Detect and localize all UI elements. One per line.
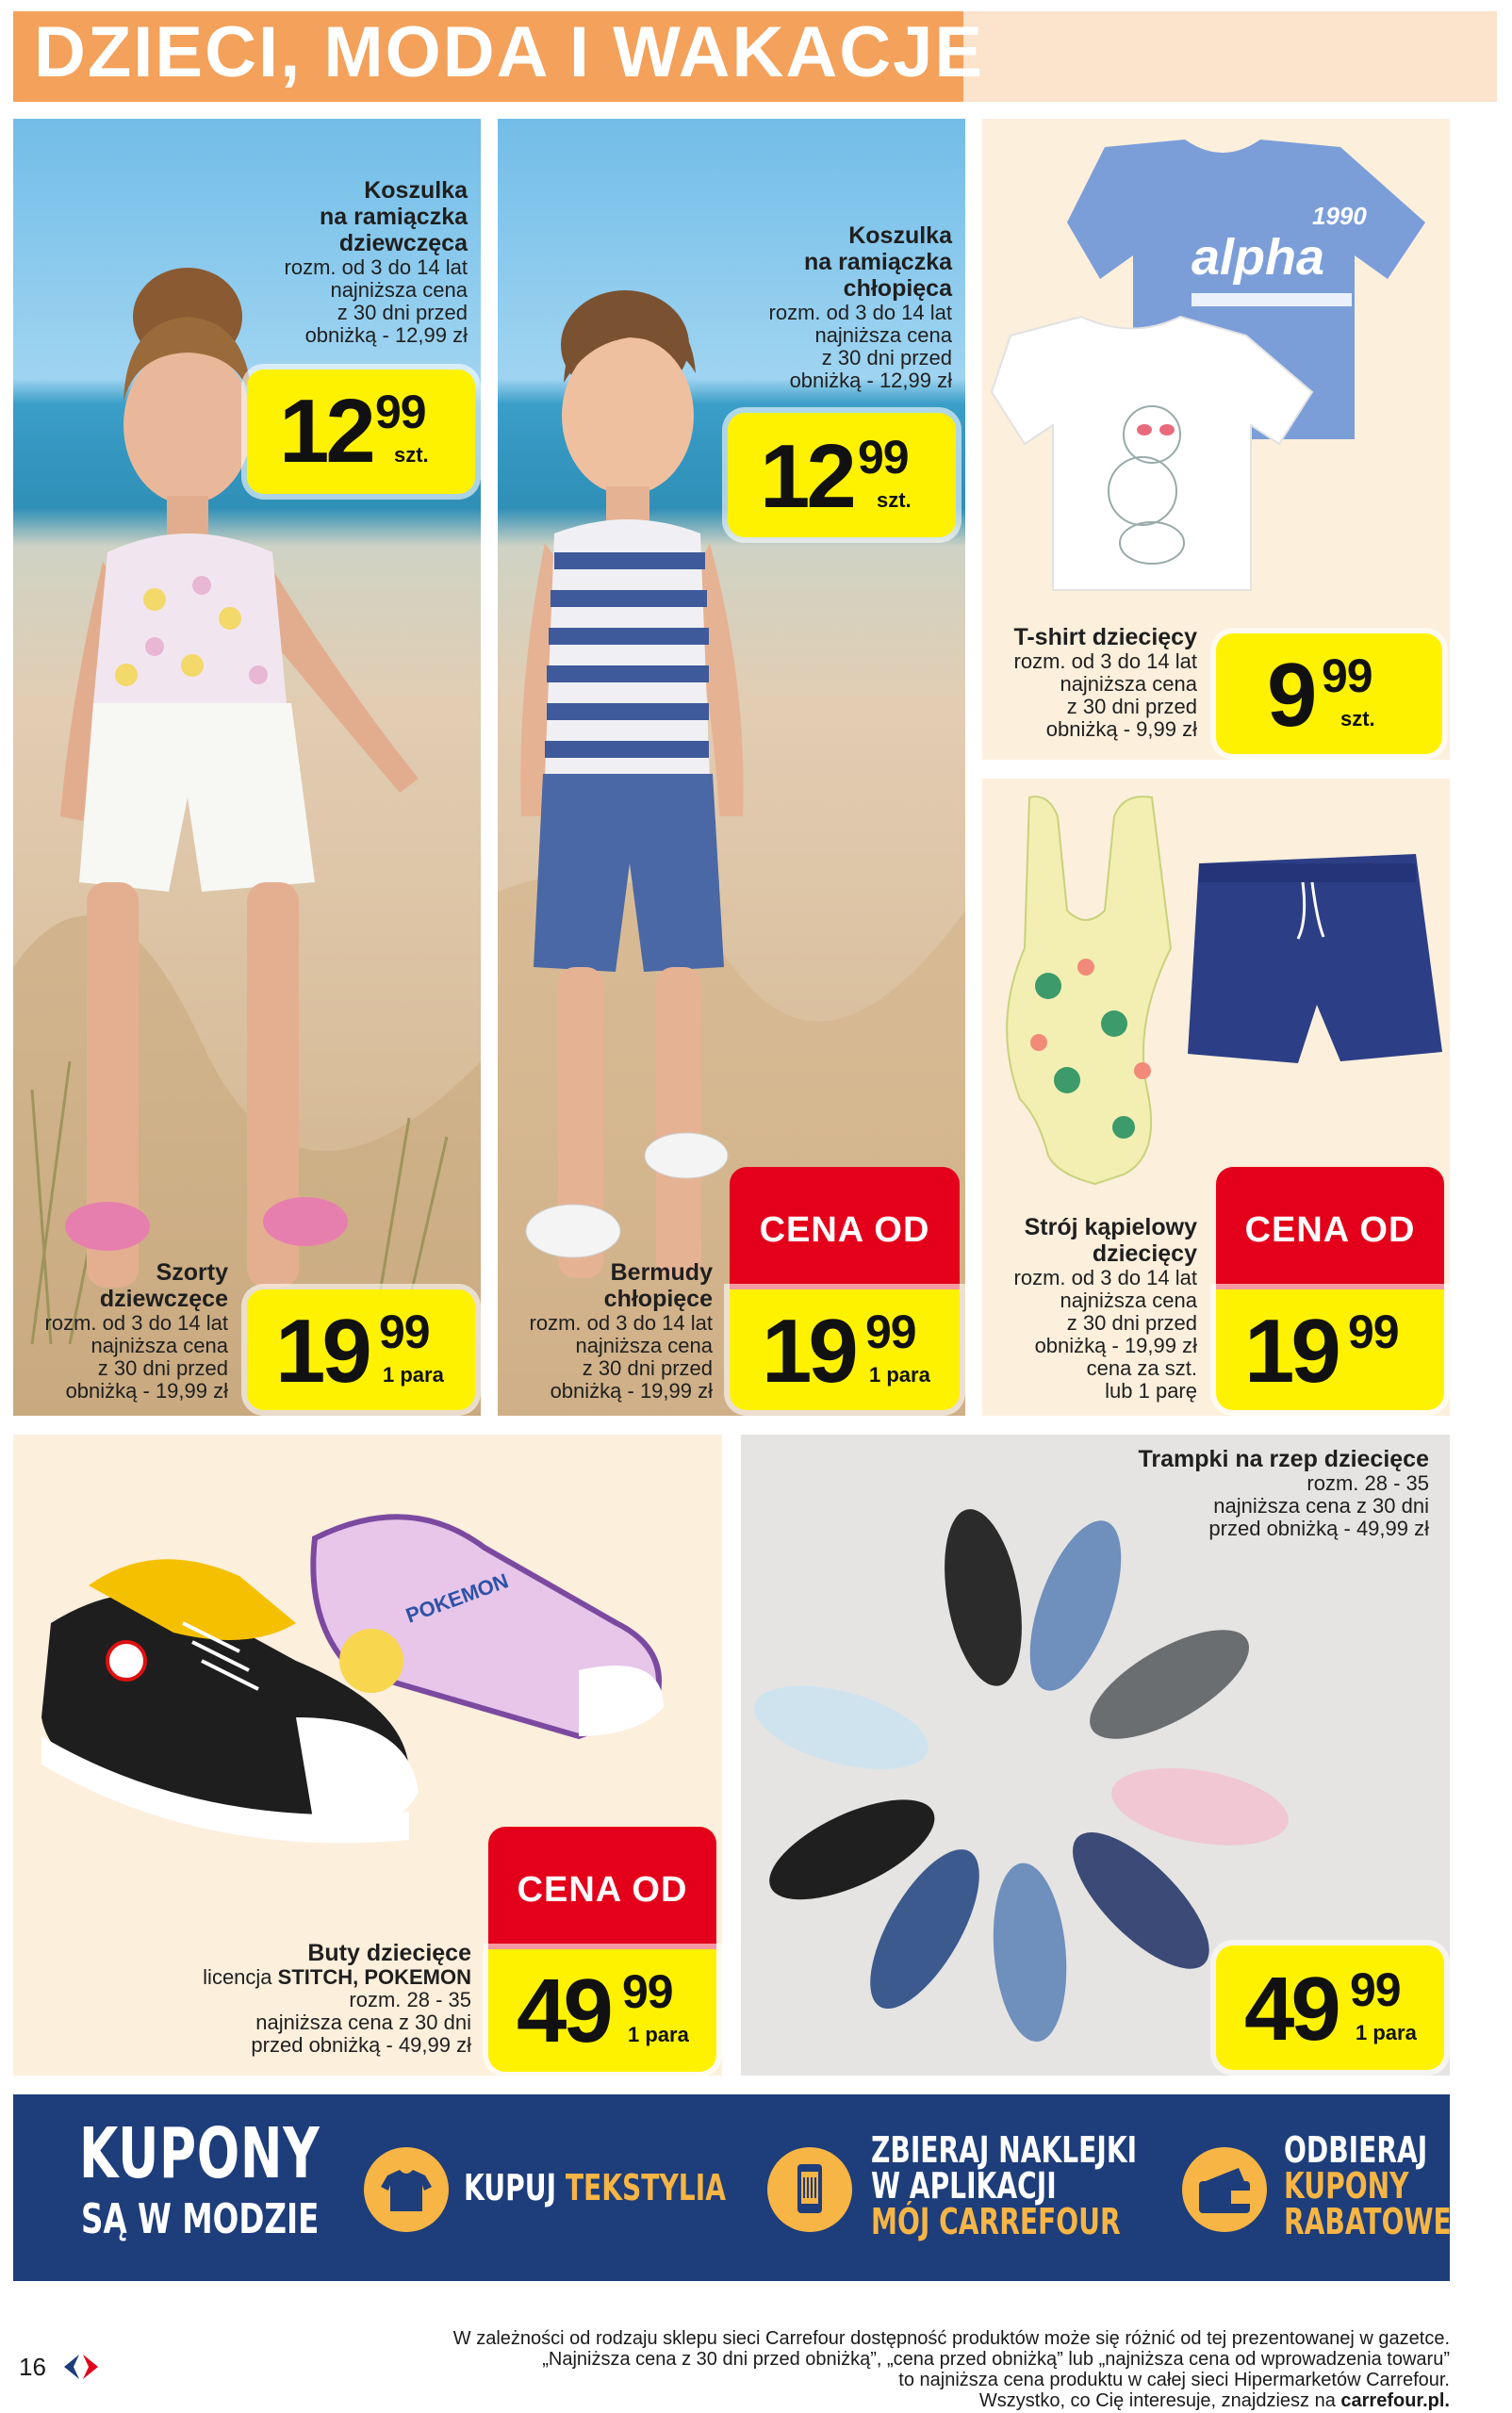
product-desc: obniżką - 9,99 zł [1045, 717, 1197, 741]
badge-kids-shoes [488, 1827, 716, 1949]
product-desc: z 30 dni przed [821, 346, 952, 369]
price-unit: 1 para [628, 2023, 689, 2046]
price-unit: 1 para [383, 1363, 444, 1387]
product-desc: obniżką - 12,99 zł [304, 323, 468, 347]
product-title: Koszulka [848, 222, 952, 249]
step2-line: ZBIERAJ NAKLEJKI [871, 2129, 1138, 2171]
velcro-sneakers-text [1065, 1446, 1429, 1540]
product-title: chłopięca [843, 275, 952, 302]
product-desc: rozm. od 3 do 14 lat [1013, 649, 1197, 673]
disclaimer-line [453, 2390, 1450, 2411]
carrefour-logo-icon [60, 2351, 102, 2388]
product-title: T-shirt dziecięcy [1013, 624, 1197, 650]
product-desc: najniższa cena z 30 dni [255, 2011, 471, 2034]
product-desc: najniższa cena [1060, 1289, 1197, 1312]
step3-yellow: KUPONY [1284, 2165, 1409, 2207]
product-desc: z 30 dni przed [1066, 695, 1197, 718]
product-desc: rozm. od 3 do 14 lat [529, 1311, 713, 1335]
product-title: Strój kąpielowy [1024, 1214, 1197, 1240]
price-dec: 99 [1322, 649, 1372, 702]
step-collect-coupons [1284, 2129, 1510, 2242]
product-title: dziewczęce [99, 1286, 228, 1312]
price-tag-girl-shorts [247, 1289, 475, 1410]
step-collect-stickers [871, 2129, 1230, 2242]
tshirt-text [988, 624, 1197, 741]
product-title: dziecięcy [1092, 1240, 1197, 1267]
band-headline: KUPONY [79, 2113, 320, 2194]
page-title: DZIECI, MODA I WAKACJE [34, 12, 985, 92]
product-title: chłopięce [603, 1286, 713, 1312]
product-desc: z 30 dni przed [582, 1356, 713, 1380]
price-int: 19 [1244, 1301, 1338, 1402]
kids-shoes-text [170, 1940, 471, 2057]
product-title: Bermudy [610, 1259, 713, 1286]
step1-yellow: TEKSTYLIA [565, 2167, 726, 2208]
price-tag-tshirt [1216, 633, 1442, 754]
price-tag-girl-top [247, 369, 475, 494]
swimwear-text [988, 1214, 1197, 1403]
product-desc: najniższa cena [575, 1334, 713, 1357]
girl-shorts-text [19, 1259, 228, 1403]
product-title: Trampki na rzep dziecięce [1138, 1446, 1429, 1472]
band-subheadline: SĄ W MODZIE [81, 2195, 320, 2243]
header-band-tail [963, 11, 1497, 102]
product-title: na ramiączka [319, 204, 468, 230]
price-tag-kids-shoes [488, 1949, 716, 2072]
product-title: Koszulka [364, 177, 468, 204]
footer-disclaimer [453, 2328, 1450, 2411]
disclaimer-line: „Najniższa cena z 30 dni przed obniżką”, „cena przed obniżką” lub „najniższa cena od wprowadzenia towaru” [542, 2349, 1450, 2370]
product-desc: z 30 dni przed [337, 301, 468, 324]
step1-white: KUPUJ [464, 2167, 566, 2208]
step3-white: ODBIERAJ [1284, 2129, 1428, 2171]
price-tag-velcro-sneakers [1216, 1945, 1444, 2070]
product-desc: rozm. 28 - 35 [349, 1988, 471, 2011]
boy-top-text [745, 222, 952, 392]
product-desc: z 30 dni przed [1066, 1311, 1197, 1335]
product-desc: obniżką - 12,99 zł [789, 369, 952, 392]
product-title: dziewczęca [338, 230, 468, 256]
product-desc: najniższa cena [1060, 672, 1197, 696]
cena-od-label: CENA OD [759, 1210, 930, 1250]
price-int: 19 [275, 1301, 369, 1402]
product-desc: rozm. 28 - 35 [1307, 1471, 1429, 1495]
price-int: 49 [517, 1961, 610, 2061]
product-desc: rozm. od 3 do 14 lat [1013, 1266, 1197, 1289]
price-tag-boy-top [728, 413, 956, 537]
product-desc: rozm. od 3 do 14 lat [284, 255, 468, 279]
product-desc: obniżką - 19,99 zł [1034, 1334, 1197, 1357]
disclaimer-line: W zależności od rodzaju sklepu sieci Carrefour dostępność produktów może się różnić od tej prezentowanej w gazetce. [452, 2328, 1450, 2349]
price-dec: 99 [865, 1305, 916, 1358]
license-prefix: licencja [203, 1965, 278, 1989]
price-tag-swimwear [1216, 1289, 1444, 1410]
price-dec: 99 [1348, 1305, 1399, 1358]
price-int: 9 [1267, 645, 1314, 746]
product-desc: z 30 dni przed [97, 1356, 228, 1380]
price-dec: 99 [379, 1305, 430, 1358]
step2-yellow: MÓJ CARREFOUR [871, 2201, 1121, 2242]
price-unit: szt. [1340, 707, 1375, 730]
page-number: 16 [19, 2353, 46, 2381]
badge-swimwear [1216, 1167, 1444, 1289]
price-dec: 99 [375, 386, 426, 438]
tshirt-print-year: 1990 [1312, 202, 1367, 230]
cena-od-label: CENA OD [1244, 1210, 1416, 1250]
price-int: 12 [760, 426, 853, 527]
coupon-band [13, 2094, 1450, 2281]
product-desc: lub 1 parę [1105, 1379, 1197, 1403]
license-brands: STITCH, POKEMON [277, 1965, 471, 1989]
price-unit: szt. [877, 488, 912, 512]
product-license [170, 1966, 471, 1989]
girl-top-text [264, 177, 468, 347]
product-desc: najniższa cena [814, 323, 952, 347]
site-prefix: Wszystko, co Cię interesuje, znajdziesz na [978, 2390, 1341, 2411]
product-desc: obniżką - 19,99 zł [65, 1379, 228, 1403]
price-int: 19 [762, 1301, 855, 1402]
step2-line: W APLIKACJI [871, 2165, 1057, 2207]
price-int: 49 [1244, 1959, 1338, 2060]
step-buy-textiles [464, 2167, 726, 2208]
price-unit: szt. [394, 443, 429, 467]
product-desc: rozm. od 3 do 14 lat [44, 1311, 228, 1335]
sneaker-ring [746, 1503, 1294, 2044]
product-desc: przed obniżką - 49,99 zł [1208, 1517, 1429, 1540]
step3-yellow: RABATOWE [1284, 2201, 1452, 2242]
price-int: 12 [279, 381, 372, 482]
tshirt-icon [364, 2147, 449, 2232]
wallet-icon [1182, 2147, 1267, 2232]
badge-boy-shorts [730, 1167, 960, 1289]
product-title: na ramiączka [803, 249, 952, 275]
product-desc: przed obniżką - 49,99 zł [251, 2033, 471, 2057]
price-tag-boy-shorts [730, 1289, 960, 1410]
product-desc: najniższa cena [330, 278, 468, 302]
cena-od-label: CENA OD [517, 1870, 688, 1910]
price-dec: 99 [858, 431, 909, 484]
price-dec: 99 [1350, 1963, 1401, 2016]
product-desc: najniższa cena z 30 dni [1213, 1494, 1429, 1518]
shoe-print: POKEMON [403, 1568, 512, 1628]
disclaimer-line: to najniższa cena produktu w całej sieci Hipermarketów Carrefour. [898, 2370, 1450, 2390]
product-title: Buty dziecięce [307, 1940, 471, 1966]
product-desc: rozm. od 3 do 14 lat [768, 301, 952, 324]
boy-shorts-text [503, 1259, 713, 1403]
product-title: Szorty [156, 1259, 228, 1286]
site-link[interactable]: carrefour.pl. [1340, 2390, 1450, 2411]
phone-icon [767, 2147, 852, 2232]
price-unit: 1 para [869, 1363, 930, 1387]
product-desc: cena za szt. [1086, 1356, 1197, 1380]
product-desc: obniżką - 19,99 zł [550, 1379, 713, 1403]
price-unit: 1 para [1356, 2021, 1417, 2044]
tshirt-print-text: alpha [1192, 229, 1325, 286]
price-dec: 99 [622, 1965, 673, 2018]
product-desc: najniższa cena [90, 1334, 228, 1357]
